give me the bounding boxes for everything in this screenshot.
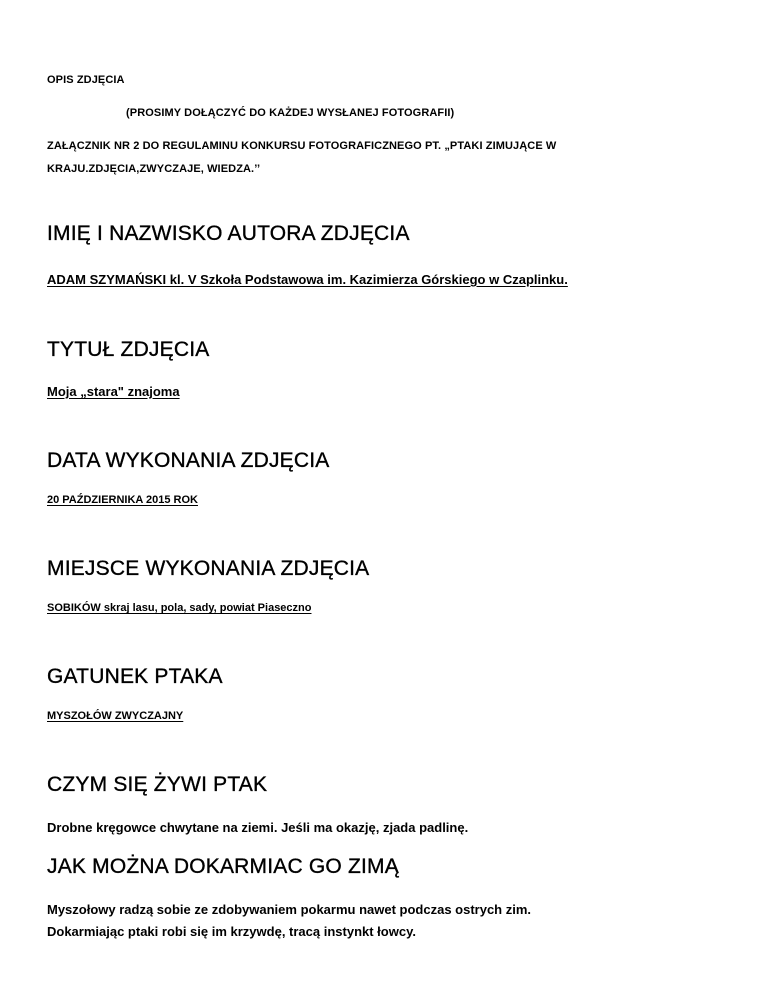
photo-title-value: Moja „stara" znajoma: [47, 384, 180, 399]
request-note: (PROSIMY DOŁĄCZYĆ DO KAŻDEJ WYSŁANEJ FOTOGRAFII): [126, 107, 455, 119]
diet-heading: CZYM SIĘ ŻYWI PTAK: [47, 773, 268, 796]
place-value: SOBIKÓW skraj lasu, pola, sady, powiat Piaseczno: [47, 602, 312, 614]
winter-feeding-heading: JAK MOŻNA DOKARMIAC GO ZIMĄ: [47, 855, 399, 878]
date-heading: DATA WYKONANIA ZDJĘCIA: [47, 449, 330, 472]
photo-title-heading: TYTUŁ ZDJĘCIA: [47, 338, 210, 361]
date-value: 20 PAŹDZIERNIKA 2015 ROK: [47, 494, 198, 506]
species-value: MYSZOŁÓW ZWYCZAJNY: [47, 710, 184, 722]
attachment-note-line-1: ZAŁĄCZNIK NR 2 DO REGULAMINU KONKURSU FOTOGRAFICZNEGO PT. „PTAKI ZIMUJĄCE W: [47, 140, 557, 152]
place-heading: MIEJSCE WYKONANIA ZDJĘCIA: [47, 557, 370, 580]
diet-value: Drobne kręgowce chwytane na ziemi. Jeśli ma okazję, zjada padlinę.: [47, 820, 469, 835]
winter-feeding-value-line-2: Dokarmiając ptaki robi się im krzywdę, tracą instynkt łowcy.: [47, 924, 416, 939]
winter-feeding-value-line-1: Myszołowy radzą sobie ze zdobywaniem pokarmu nawet podczas ostrych zim.: [47, 902, 532, 917]
author-heading: IMIĘ I NAZWISKO AUTORA ZDJĘCIA: [47, 222, 410, 245]
document-title: OPIS ZDJĘCIA: [47, 74, 125, 86]
species-heading: GATUNEK PTAKA: [47, 665, 223, 688]
attachment-note-line-2: KRAJU.ZDJĘCIA,ZWYCZAJE, WIEDZA.’’: [47, 163, 261, 175]
author-value: ADAM SZYMAŃSKI kl. V Szkoła Podstawowa im. Kazimierza Górskiego w Czaplinku.: [47, 272, 568, 287]
